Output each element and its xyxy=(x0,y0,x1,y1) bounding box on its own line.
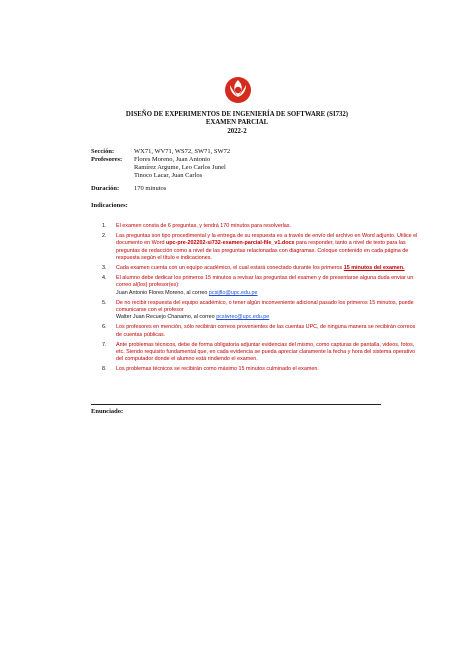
item-number: 8. xyxy=(102,366,107,373)
list-item xyxy=(102,223,420,230)
section-label: Sección: xyxy=(91,148,115,155)
list-item xyxy=(102,233,420,262)
statement-heading: Enunciado: xyxy=(91,408,124,415)
item-number: 4. xyxy=(102,275,107,282)
answer-file-name: upc-pre-202202-si732-examen-parcial-file_v1.docx xyxy=(165,240,295,247)
item-text: Cada examen cuenta con un equipo académico, el cual estará conectado durante los primeros 15 minutos del examen. xyxy=(116,265,405,272)
upc-logo xyxy=(224,76,252,104)
instructions-list xyxy=(102,223,420,377)
list-item xyxy=(102,300,420,322)
exam-type-title: EXAMEN PARCIAL xyxy=(205,119,269,126)
item-text: El examen consta de 6 preguntas, y tendrá 170 minutos para resolverlas. xyxy=(116,223,291,229)
professor-name: Tinoco Lacar, Juan Carlos xyxy=(134,172,203,179)
exam-course-title: DISEÑO DE EXPERIMENTOS DE INGENIERÍA DE SOFTWARE (SI732) xyxy=(125,111,349,118)
instructions-heading: Indicaciones: xyxy=(91,202,128,209)
list-item xyxy=(102,265,420,272)
item-text: El alumno debe dedicar los primeros 15 minutos a revisar las preguntas del examen y de presentarse alguna duda enviar un correo al(los) profesor(es): Juan Antonio Flores Moreno, al correo pcsijflo@upc.edu.pe xyxy=(116,275,414,296)
professor-name: Ramírez Argume, Leo Carlos Junel xyxy=(134,164,226,171)
list-item xyxy=(102,275,420,297)
item-number: 2. xyxy=(102,233,107,240)
item-text: De no recibir respuesta del equipo académico, o tener algún inconveniente adicional pasado los primeros 15 minutos, puede comunicarse con el profesor Walter Juan Recuejo Chanamo, al correo pcsiwrec@upc.edu.pe xyxy=(116,299,414,321)
item-text: Los problemas técnicos se recibirán como máximo 15 minutos culminado el examen. xyxy=(116,366,319,373)
section-divider xyxy=(91,404,381,405)
duration-label: Duración: xyxy=(91,185,120,192)
list-item xyxy=(102,366,420,373)
item-number: 6. xyxy=(102,324,107,331)
exam-term-title: 2022-2 xyxy=(227,128,247,135)
item-number: 5. xyxy=(102,299,107,306)
item-text: Los profesores en mención, sólo recibirán correos provenientes de las cuentas UPC, de ninguna manera se recibirán correos de cuentas públicas. xyxy=(116,324,416,338)
item-number: 7. xyxy=(102,341,107,348)
email-link[interactable]: pcsiwrec@upc.edu.pe xyxy=(216,314,270,321)
item-number: 3. xyxy=(102,265,107,272)
duration-value: 170 minutos xyxy=(134,185,167,192)
list-item xyxy=(102,342,420,364)
list-item xyxy=(102,324,420,338)
item-number: 1. xyxy=(102,223,107,229)
professor-name: Flores Moreno, Juan Antonio xyxy=(134,156,211,163)
item-text: Las preguntas son tipo procedimental y la entrega de su respuesta es a través de envío del archivo en Word adjunto. Utilice el documento en Word upc-pre-202202-si732-examen-parcial-file_v1.docx para responder, tanto a nivel de texto para las preguntas de redacción como a nivel de las preguntas relacionadas con diagramas. Coloque contenido en cada página de respuesta según el título e indicaciones. xyxy=(116,233,418,261)
item-text: Ante problemas técnicos, debe de forma obligatoria adjuntar evidencias del mismo, como capturas de pantalla, videos, fotos, etc. Siendo requisito fundamental que, en cada evidencia se pueda apreciar claramente la fecha y hora del sistema operativo del computador donde el alumno está rindiendo el examen. xyxy=(116,341,416,363)
section-value: WX71, WV71, WS72, SW71, SW72 xyxy=(134,148,231,155)
professors-label: Profesores: xyxy=(91,156,123,163)
email-link[interactable]: pcsijflo@upc.edu.pe xyxy=(208,289,258,296)
